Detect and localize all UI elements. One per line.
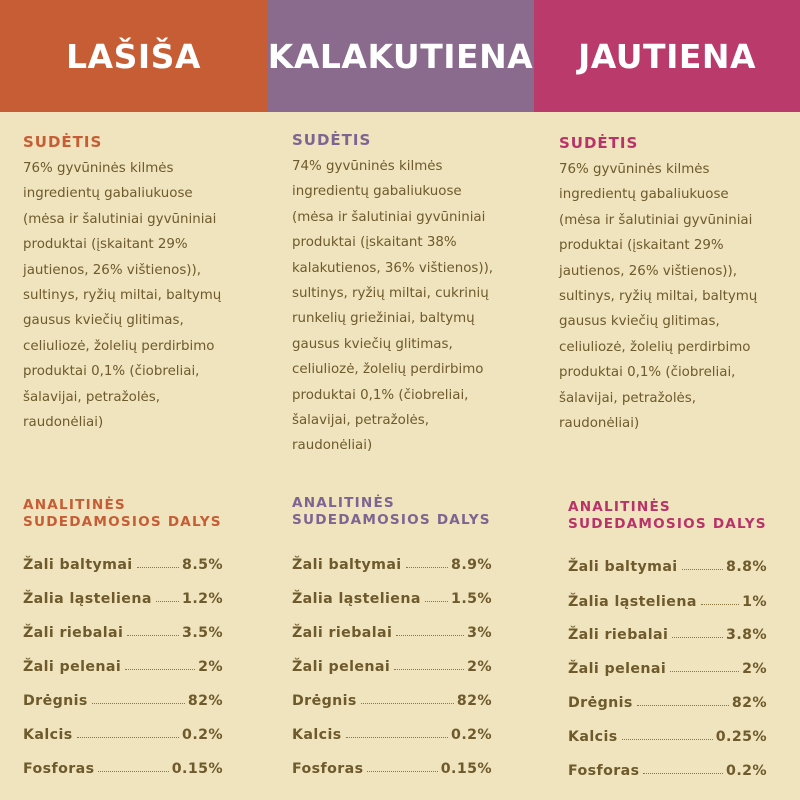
nutrient-label: Žalia ląsteliena — [23, 591, 152, 607]
column-header — [0, 0, 267, 112]
analytic-title-line-1: ANALITINĖS — [23, 497, 126, 513]
composition-text: 76% gyvūninės kilmės ingredientų gabaliukuose (mėsa ir šalutiniai gyvūniniai produktai (įskaitant 29% jautienos, 26% vištienos)), sultinys, ryžių miltai, baltymų gausus kviečių glitimas, celiuliozė, žolelių perdirbimo produktai 0,1% (čiobreliai, šalavijai, petražolės, raudonėliai) — [559, 162, 758, 432]
analytic-title-line-2: SUDEDAMOSIOS DALYS — [23, 514, 222, 530]
nutrient-label: Žali baltymai — [292, 557, 402, 573]
analytic-title-line-1: ANALITINĖS — [568, 499, 671, 515]
leader-dots — [394, 668, 464, 670]
leader-dots — [396, 634, 464, 636]
leader-dots — [98, 770, 168, 772]
nutrient-row — [292, 621, 492, 641]
analytic-title — [568, 499, 767, 533]
composition-title: SUDĖTIS — [559, 134, 639, 152]
leader-dots — [672, 636, 723, 638]
leader-dots — [637, 704, 729, 706]
nutrient-label: Žalia ląsteliena — [292, 591, 421, 607]
nutrient-value: 1% — [742, 594, 767, 610]
leader-dots — [346, 736, 448, 738]
nutrient-label: Drėgnis — [23, 693, 88, 709]
leader-dots — [127, 634, 179, 636]
nutrient-value: 0.15% — [440, 761, 492, 777]
analytic-title-line-2: SUDEDAMOSIOS DALYS — [292, 512, 491, 528]
nutrient-row — [23, 689, 223, 709]
nutrient-row — [568, 555, 767, 575]
leader-dots — [77, 736, 179, 738]
nutrient-row — [23, 553, 223, 573]
leader-dots — [622, 738, 713, 740]
leader-dots — [137, 566, 179, 568]
nutrient-row — [292, 553, 492, 573]
nutrient-value: 0.15% — [171, 761, 223, 777]
nutrient-row — [292, 757, 492, 777]
nutrient-label: Fosforas — [23, 761, 95, 777]
nutrient-row — [568, 691, 767, 711]
column-header — [534, 0, 800, 112]
leader-dots — [682, 568, 723, 570]
nutrient-value: 82% — [731, 695, 767, 711]
leader-dots — [367, 770, 437, 772]
analytic-title — [23, 497, 222, 531]
nutrient-value: 8.5% — [182, 557, 223, 573]
nutrient-label: Fosforas — [568, 763, 640, 779]
nutrient-value: 82% — [187, 693, 223, 709]
nutrient-row — [292, 723, 492, 743]
nutrient-value: 1.5% — [451, 591, 492, 607]
nutrient-value: 0.2% — [182, 727, 223, 743]
nutrient-value: 8.9% — [451, 557, 492, 573]
leader-dots — [701, 603, 739, 605]
column-title: KALAKUTIENA — [267, 36, 534, 76]
composition-text: 76% gyvūninės kilmės ingredientų gabaliukuose (mėsa ir šalutiniai gyvūniniai produktai (įskaitant 29% jautienos, 26% vištienos)), sultinys, ryžių miltai, baltymų gausus kviečių glitimas, celiuliozė, žolelių perdirbimo produktai 0,1% (čiobreliai, šalavijai, petražolės, raudonėliai) — [23, 161, 222, 431]
leader-dots — [156, 600, 179, 602]
nutrient-label: Žali riebalai — [568, 627, 669, 643]
leader-dots — [92, 702, 185, 704]
nutrient-value: 2% — [467, 659, 492, 675]
nutrient-value: 0.25% — [715, 729, 767, 745]
nutrient-row — [23, 757, 223, 777]
nutrient-value: 82% — [456, 693, 492, 709]
nutrient-row — [568, 759, 767, 779]
composition-text: 74% gyvūninės kilmės ingredientų gabaliukuose (mėsa ir šalutiniai gyvūniniai produktai (įskaitant 38% kalakutienos, 36% vištienos)), sultinys, ryžių miltai, cukrinių runkelių griežiniai, baltymų gausus kviečių glitimas, celiuliozė, žolelių perdirbimo produktai 0,1% (čiobreliai, šalavijai, petražolės, raudonėliai) — [292, 159, 494, 454]
nutrient-value: 2% — [742, 661, 767, 677]
column-title: LAŠIŠA — [66, 36, 201, 76]
composition-title: SUDĖTIS — [292, 131, 372, 149]
nutrient-label: Žali baltymai — [568, 559, 678, 575]
leader-dots — [125, 668, 195, 670]
analytic-title — [292, 495, 491, 529]
leader-dots — [643, 772, 723, 774]
nutrient-row — [23, 723, 223, 743]
leader-dots — [425, 600, 448, 602]
nutrient-value: 2% — [198, 659, 223, 675]
nutrient-label: Kalcis — [23, 727, 73, 743]
leader-dots — [361, 702, 454, 704]
nutrient-row — [568, 623, 767, 643]
nutrient-label: Žali pelenai — [292, 659, 391, 675]
nutrient-row — [568, 590, 767, 610]
nutrient-value: 0.2% — [726, 763, 767, 779]
nutrient-value: 3.8% — [726, 627, 767, 643]
nutrient-value: 0.2% — [451, 727, 492, 743]
nutrient-label: Žali pelenai — [568, 661, 667, 677]
nutrient-label: Fosforas — [292, 761, 364, 777]
nutrient-label: Kalcis — [568, 729, 618, 745]
nutrient-label: Žali riebalai — [23, 625, 124, 641]
leader-dots — [670, 670, 739, 672]
nutrient-row — [568, 725, 767, 745]
nutrient-row — [292, 689, 492, 709]
column-lasisa — [0, 0, 267, 800]
analytic-title-line-2: SUDEDAMOSIOS DALYS — [568, 516, 767, 532]
nutrient-label: Žali riebalai — [292, 625, 393, 641]
nutrient-value: 3.5% — [182, 625, 223, 641]
column-header — [267, 0, 534, 112]
nutrient-label: Kalcis — [292, 727, 342, 743]
nutrient-row — [568, 657, 767, 677]
composition-title: SUDĖTIS — [23, 133, 103, 151]
analytic-title-line-1: ANALITINĖS — [292, 495, 395, 511]
nutrient-row — [23, 587, 223, 607]
column-jautiena — [534, 0, 800, 800]
nutrient-value: 3% — [467, 625, 492, 641]
nutrient-row — [292, 587, 492, 607]
nutrient-row — [23, 655, 223, 675]
column-title: JAUTIENA — [577, 36, 757, 76]
nutrient-row — [292, 655, 492, 675]
nutrient-label: Žalia ląsteliena — [568, 594, 697, 610]
nutrient-row — [23, 621, 223, 641]
leader-dots — [406, 566, 448, 568]
nutrient-label: Drėgnis — [568, 695, 633, 711]
nutrient-value: 8.8% — [726, 559, 767, 575]
nutrient-label: Žali baltymai — [23, 557, 133, 573]
nutrient-label: Žali pelenai — [23, 659, 122, 675]
column-kalakutiena — [267, 0, 534, 800]
nutrient-label: Drėgnis — [292, 693, 357, 709]
nutrient-value: 1.2% — [182, 591, 223, 607]
